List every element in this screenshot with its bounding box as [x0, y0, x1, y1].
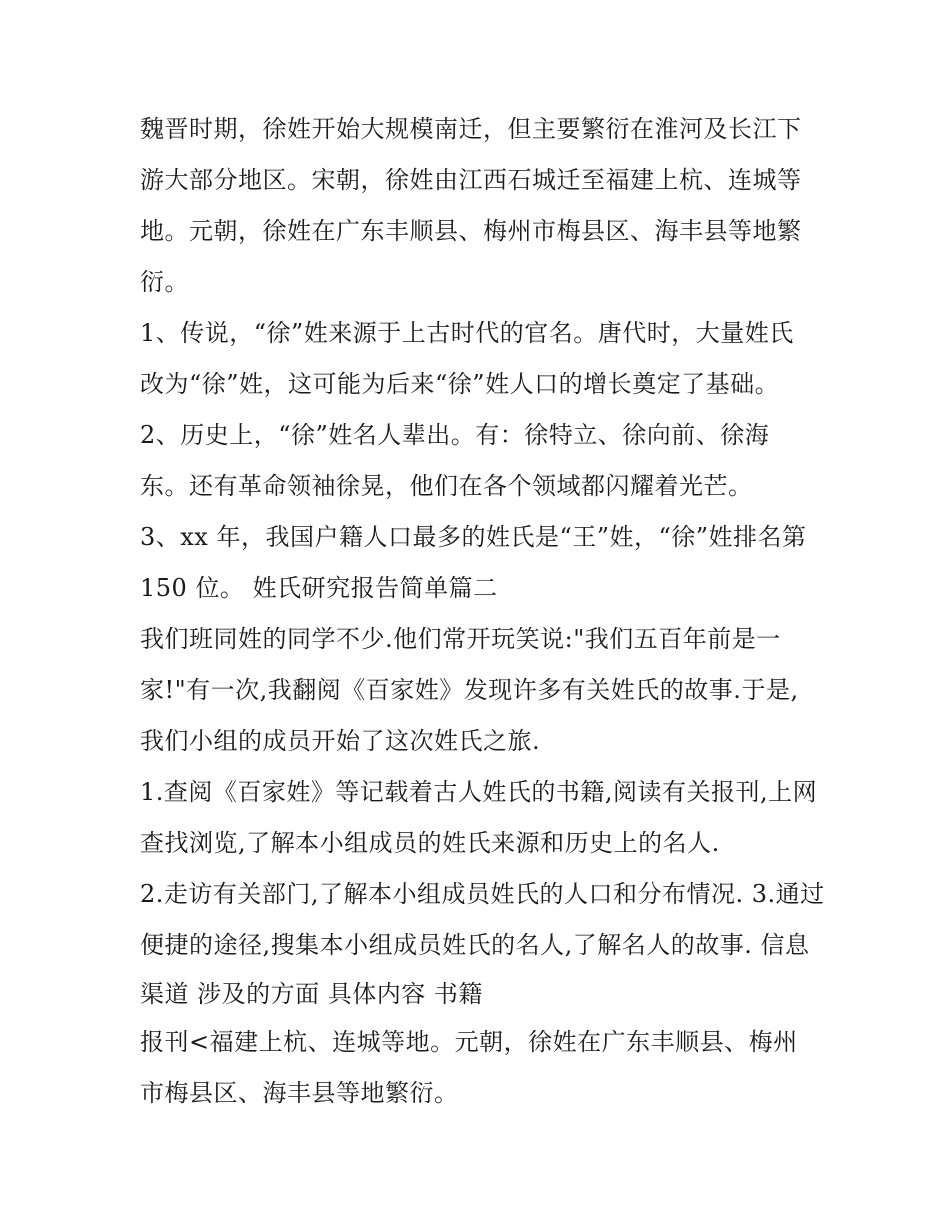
text-line-5: 1、传说，“徐”姓来源于上古时代的官名。唐代时，大量姓氏: [140, 319, 794, 347]
text-line-9: 3、xx 年，我国户籍人口最多的姓氏是“王”姓，“徐”姓排名第: [140, 523, 807, 551]
text-line-2: 游大部分地区。宋朝，徐姓由江西石城迁至福建上杭、连城等: [140, 166, 802, 194]
text-line-17: 便捷的途径,搜集本小组成员姓氏的名人,了解名人的故事. 信息: [140, 931, 810, 959]
text-line-13: 我们小组的成员开始了这次姓氏之旅.: [140, 727, 541, 755]
text-line-10: 150 位。 姓氏研究报告简单篇二: [140, 574, 498, 602]
text-line-14: 1.查阅《百家姓》等记载着古人姓氏的书籍,阅读有关报刊,上网: [140, 778, 818, 806]
text-line-16: 2.走访有关部门,了解本小组成员姓氏的人口和分布情况. 3.通过: [140, 880, 825, 908]
text-line-19: 报刊<福建上杭、连城等地。元朝，徐姓在广东丰顺县、梅州: [140, 1028, 798, 1056]
text-line-1: 魏晋时期，徐姓开始大规模南迁，但主要繁衍在淮河及长江下: [140, 115, 802, 143]
text-line-11: 我们班同姓的同学不少.他们常开玩笑说:"我们五百年前是一: [140, 625, 781, 653]
text-line-3: 地。元朝，徐姓在广东丰顺县、梅州市梅县区、海丰县等地繁: [140, 217, 802, 245]
text-line-4: 衍。: [140, 268, 189, 296]
document-page: [140, 104, 825, 1119]
text-line-18: 渠道 涉及的方面 具体内容 书籍: [140, 980, 483, 1008]
text-line-20: 市梅县区、海丰县等地繁衍。: [140, 1079, 459, 1107]
text-line-8: 东。还有革命领袖徐晃，他们在各个领域都闪耀着光芒。: [140, 472, 753, 500]
text-line-7: 2、历史上，“徐”姓名人辈出。有：徐特立、徐向前、徐海: [140, 421, 770, 449]
text-line-15: 查找浏览,了解本小组成员的姓氏来源和历史上的名人.: [140, 829, 720, 857]
text-line-6: 改为“徐”姓，这可能为后来“徐”姓人口的增长奠定了基础。: [140, 370, 780, 398]
text-line-12: 家!"有一次,我翻阅《百家姓》发现许多有关姓氏的故事.于是,: [140, 676, 799, 704]
